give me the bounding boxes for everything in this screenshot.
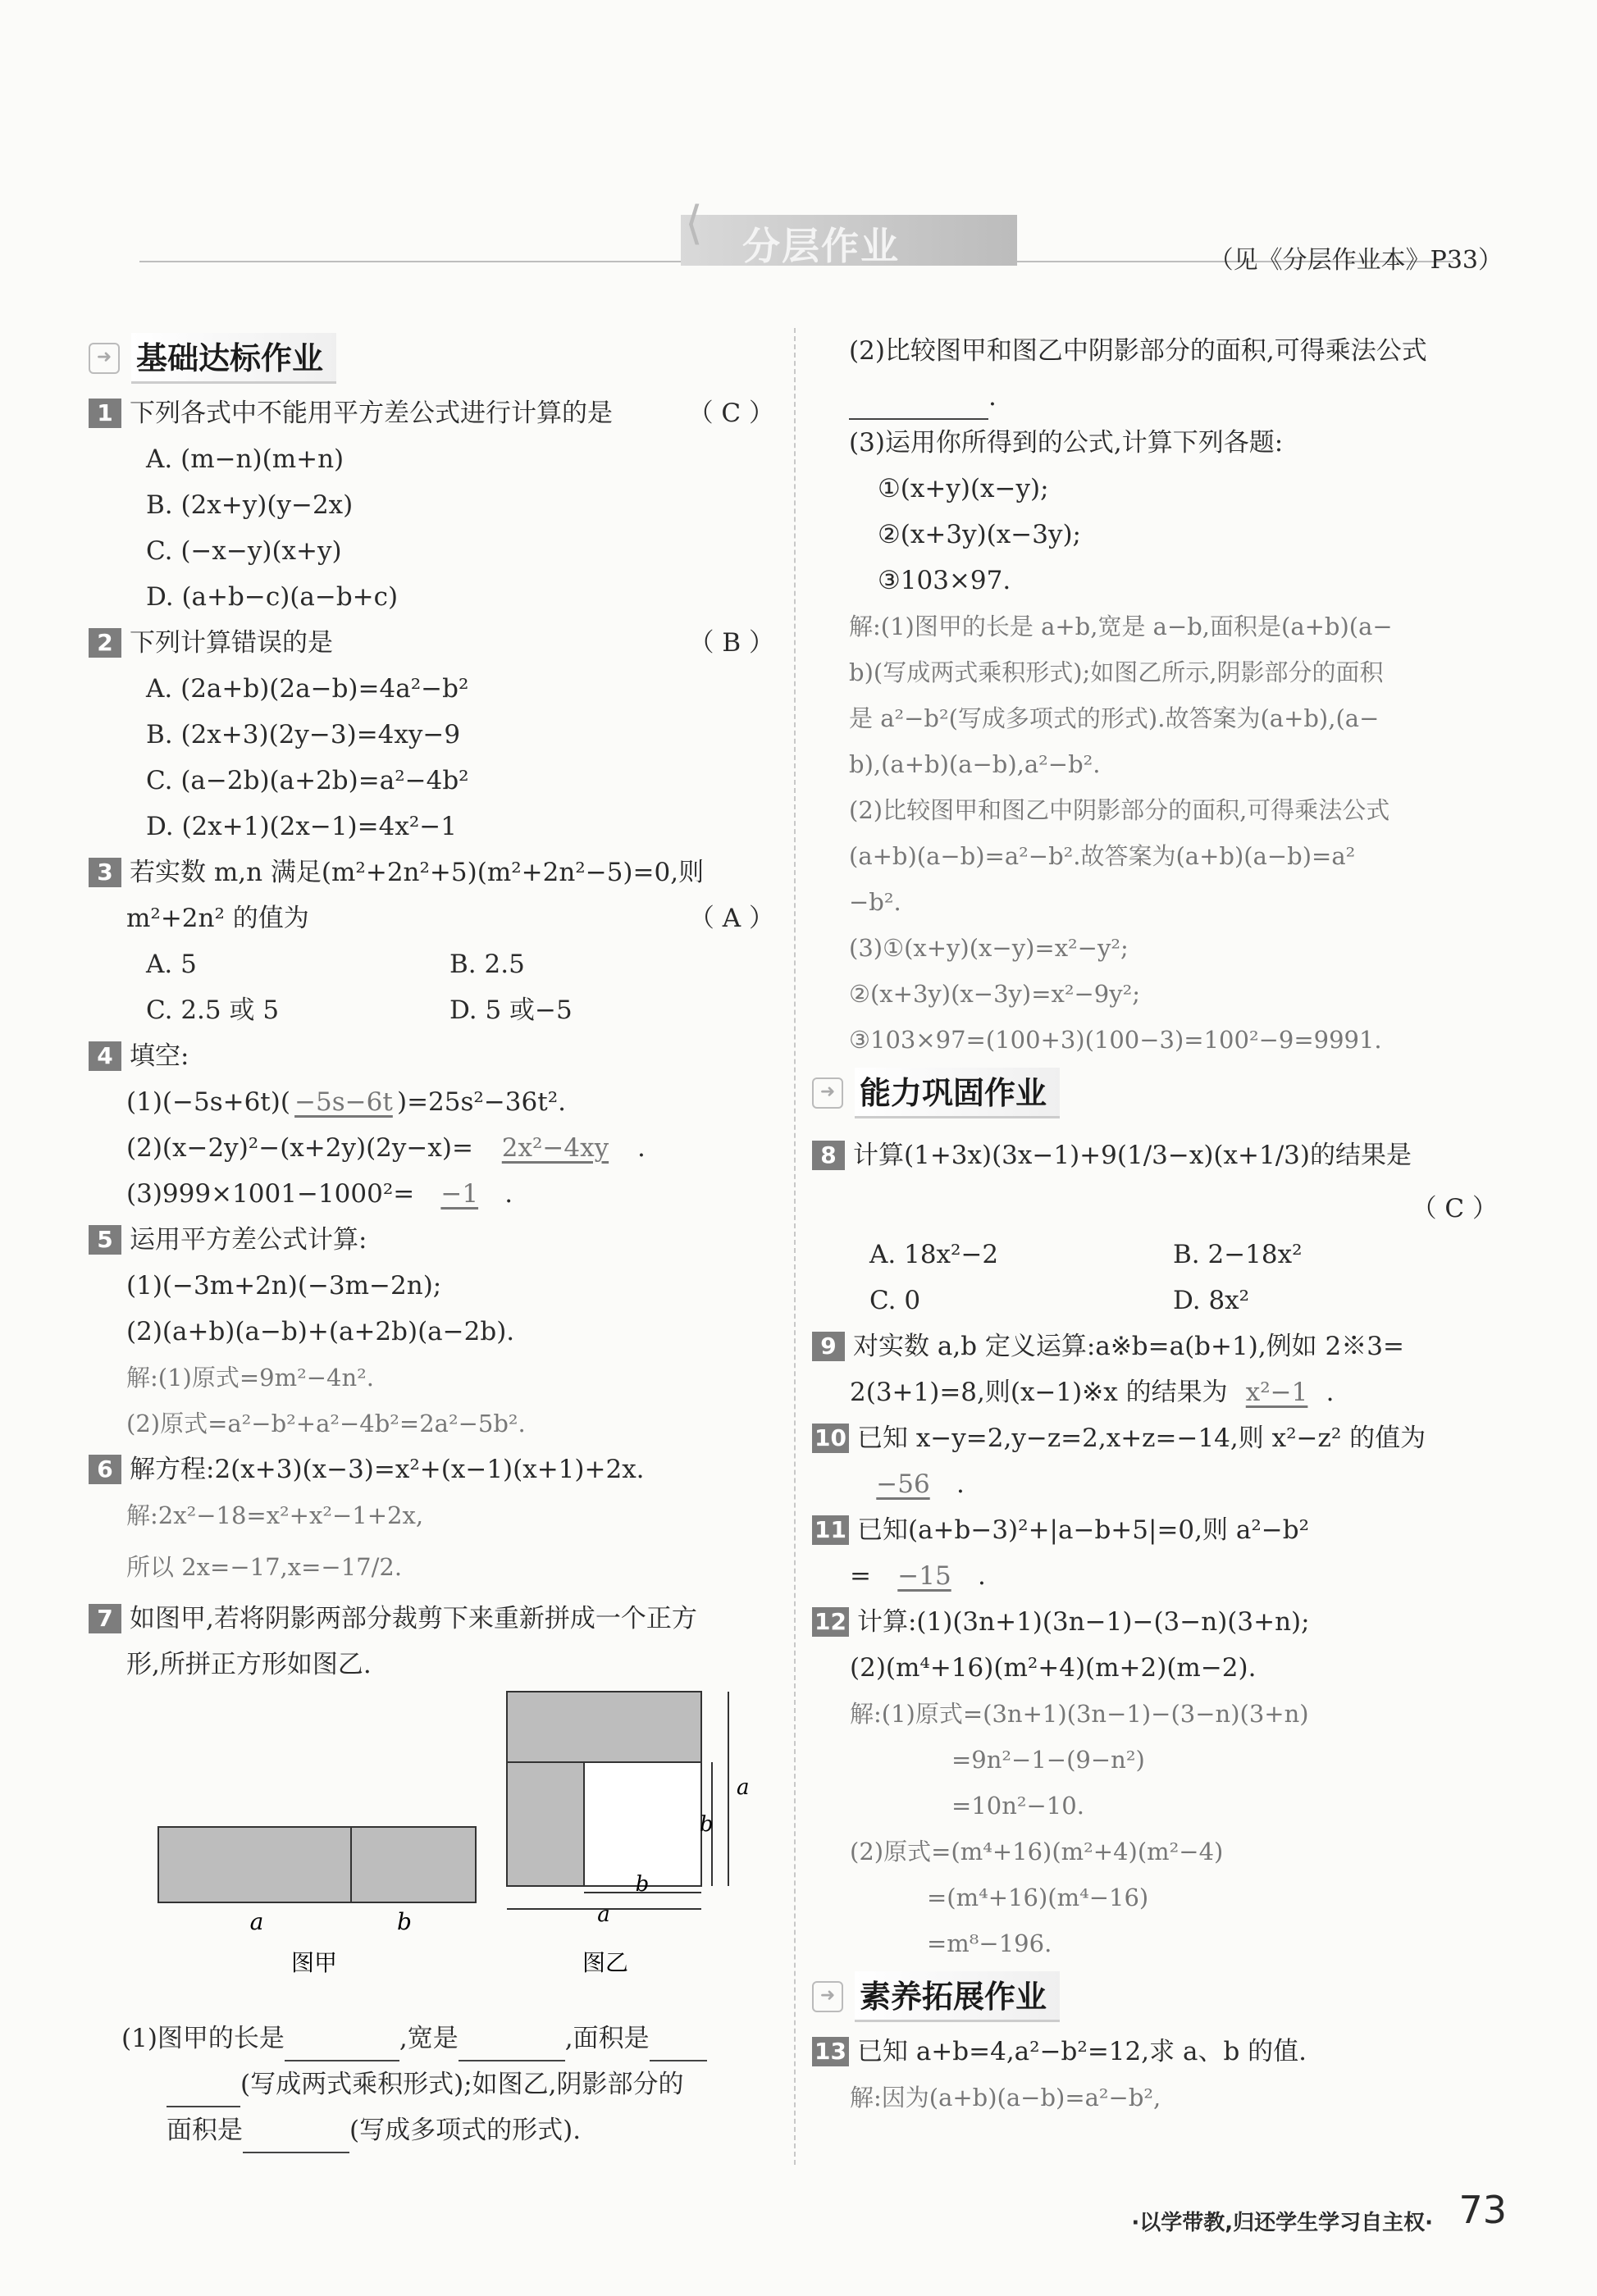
fig1-label-b: b <box>397 1908 412 1935</box>
text: )=25s²−36t². <box>396 1087 566 1117</box>
question-6 <box>89 1446 778 1492</box>
answer-choice: （ B ） <box>688 628 774 658</box>
section-arrow-icon: ➜ <box>89 343 120 374</box>
question-text: 若实数 m,n 满足(m²+2n²+5)(m²+2n²−5)=0,则 <box>130 858 705 887</box>
answer-choice: （ C ） <box>687 399 774 428</box>
question-13 <box>812 2029 1501 2075</box>
fig2-inner <box>584 1762 701 1886</box>
section-title: 基础达标作业 <box>131 333 336 384</box>
question-number: 3 <box>89 858 121 887</box>
fig1-rect-a <box>158 1827 351 1902</box>
option: D. 8x² <box>1173 1286 1250 1315</box>
subquestion: ①(x+y)(x−y); <box>878 474 1049 503</box>
fig2-label-a-bottom: a <box>597 1902 610 1927</box>
options-row <box>89 941 778 987</box>
fig1-label-a: a <box>249 1908 264 1935</box>
question-number: 13 <box>812 2037 849 2066</box>
options-row <box>812 1232 1501 1278</box>
question-text: 计算:(1)(3n+1)(3n−1)−(3−n)(3+n); <box>856 1607 1310 1637</box>
fill-line <box>89 1079 778 1125</box>
question-number: 9 <box>812 1332 845 1361</box>
answer-choice: （ A ） <box>688 904 774 933</box>
question-text: 形,所拼正方形如图乙. <box>126 1650 372 1679</box>
option: B. (2x+3)(2y−3)=4xy−9 <box>146 720 461 749</box>
left-column <box>89 328 778 2153</box>
section-arrow-icon: ➜ <box>812 1981 843 2012</box>
question-8-answer <box>812 1186 1501 1232</box>
filled-answer: 2x²−4xy <box>501 1133 609 1163</box>
option: B. (2x+y)(y−2x) <box>146 490 354 520</box>
q7-part2: (2)比较图甲和图乙中阴影部分的面积,可得乘法公式 <box>849 336 1427 366</box>
q7-part1-cont <box>89 2061 778 2107</box>
solution-line: b),(a+b)(a−b),a²−b². <box>849 750 1101 778</box>
question-1 <box>89 390 778 436</box>
blank <box>459 2035 565 2061</box>
question-text: 填空: <box>130 1041 189 1071</box>
banner-title: 分层作业 <box>742 224 900 268</box>
question-9-cont <box>812 1369 1501 1415</box>
fill-line <box>89 1171 778 1217</box>
page-number: 73 <box>1458 2188 1507 2232</box>
solution-line: ②(x+3y)(x−3y)=x²−9y²; <box>849 980 1141 1008</box>
question-3-cont <box>89 895 778 941</box>
option: D. (a+b−c)(a−b+c) <box>146 582 399 612</box>
q7-part3: (3)运用你所得到的公式,计算下列各题: <box>849 428 1284 458</box>
fig1-rect-b <box>351 1827 476 1902</box>
solution-line: =10n²−10. <box>951 1792 1084 1820</box>
blank <box>243 2127 349 2153</box>
question-text: 已知(a+b−3)²+|a−b+5|=0,则 a²−b² <box>856 1515 1310 1545</box>
banner-emblem-icon: ⟨ <box>685 197 703 250</box>
text: (1)图甲的长是 <box>121 2024 285 2053</box>
fig2-caption: 图乙 <box>582 1949 629 1976</box>
section-title: 素养拓展作业 <box>855 1971 1060 2022</box>
solution-line: 是 a²−b²(写成多项式的形式).故答案为(a+b),(a− <box>849 704 1380 732</box>
question-number: 4 <box>89 1041 121 1071</box>
question-9 <box>812 1323 1501 1369</box>
q7-part1-cont2 <box>89 2107 778 2153</box>
question-number: 5 <box>89 1225 121 1255</box>
question-number: 6 <box>89 1455 121 1484</box>
subquestion: (2)(m⁴+16)(m²+4)(m+2)(m−2). <box>850 1653 1257 1683</box>
section-title: 能力巩固作业 <box>855 1068 1060 1118</box>
answer-choice: （ C ） <box>1411 1194 1498 1223</box>
option: C. 0 <box>869 1286 921 1315</box>
question-text: 已知 x−y=2,y−z=2,x+z=−14,则 x²−z² 的值为 <box>856 1424 1426 1453</box>
text: . <box>956 1469 965 1499</box>
blank <box>167 2081 240 2107</box>
solution-line: =(m⁴+16)(m⁴−16) <box>927 1884 1149 1911</box>
text: 面积是 <box>167 2116 243 2145</box>
question-number: 7 <box>89 1604 121 1633</box>
question-text: 如图甲,若将阴影两部分裁剪下来重新拼成一个正方 <box>130 1604 697 1633</box>
question-number: 2 <box>89 628 121 658</box>
solution-line: =9n²−1−(9−n²) <box>951 1746 1145 1774</box>
solution-line: −b². <box>849 888 901 916</box>
filled-answer: −1 <box>440 1179 479 1209</box>
question-text: 计算(1+3x)(3x−1)+9(1/3−x)(x+1/3)的结果是 <box>853 1141 1412 1170</box>
text: . <box>977 1561 986 1591</box>
figure-svg <box>89 1688 778 2016</box>
question-2 <box>89 620 778 666</box>
solution-line: 所以 2x=−17,x=−17/2. <box>126 1553 403 1581</box>
text: = <box>850 1561 871 1591</box>
figures <box>89 1688 778 2016</box>
text: . <box>637 1133 646 1163</box>
filled-answer: −15 <box>897 1561 951 1591</box>
solution-line: 解:因为(a+b)(a−b)=a²−b², <box>850 2084 1161 2112</box>
option: C. (−x−y)(x+y) <box>146 536 342 566</box>
question-4 <box>89 1033 778 1079</box>
question-8 <box>812 1125 1501 1186</box>
section-basic <box>89 330 778 387</box>
solution-line: b)(写成两式乘积形式);如图乙所示,阴影部分的面积 <box>849 658 1384 686</box>
fig1-caption: 图甲 <box>290 1949 338 1976</box>
question-3 <box>89 850 778 895</box>
question-7 <box>89 1596 778 1642</box>
question-number: 10 <box>812 1424 849 1453</box>
solution-line: 解:(1)图甲的长是 a+b,宽是 a−b,面积是(a+b)(a− <box>849 613 1393 640</box>
options-row <box>812 1278 1501 1323</box>
right-column <box>812 328 1501 2121</box>
option: A. 5 <box>146 950 197 979</box>
text: . <box>504 1179 513 1209</box>
question-5 <box>89 1217 778 1263</box>
question-text: 下列各式中不能用平方差公式进行计算的是 <box>130 399 613 428</box>
option: C. (a−2b)(a+2b)=a²−4b² <box>146 766 469 795</box>
subquestion: ③103×97. <box>878 566 1011 595</box>
solution-line: (2)原式=(m⁴+16)(m²+4)(m²−4) <box>850 1838 1224 1866</box>
filled-answer: x²−1 <box>1245 1378 1308 1407</box>
question-text: 下列计算错误的是 <box>130 628 333 658</box>
section-arrow-icon: ➜ <box>812 1077 843 1109</box>
question-text: 运用平方差公式计算: <box>130 1225 367 1255</box>
filled-answer: −56 <box>876 1469 930 1499</box>
fig2-label-b-side: b <box>700 1812 714 1837</box>
blank <box>650 2035 707 2061</box>
question-10-cont <box>812 1461 1501 1507</box>
option: C. 2.5 或 5 <box>146 995 280 1025</box>
fill-line <box>89 1125 778 1171</box>
options-row <box>89 987 778 1033</box>
option: B. 2−18x² <box>1173 1240 1303 1269</box>
question-number: 8 <box>812 1141 845 1170</box>
text: (写成两式乘积形式);如图乙,阴影部分的 <box>240 2070 684 2099</box>
solution-line: 解:(1)原式=(3n+1)(3n−1)−(3−n)(3+n) <box>850 1700 1309 1728</box>
filled-answer: −5s−6t <box>294 1087 393 1117</box>
text: (3)999×1001−1000²= <box>126 1179 415 1209</box>
option: B. 2.5 <box>449 950 525 979</box>
solution-line: 解:2x²−18=x²+x²−1+2x, <box>126 1501 424 1529</box>
fig2-label-b-bottom: b <box>635 1872 650 1897</box>
question-text: 已知 a+b=4,a²−b²=12,求 a、b 的值. <box>856 2037 1307 2066</box>
subquestion: ②(x+3y)(x−3y); <box>878 520 1081 549</box>
option: D. (2x+1)(2x−1)=4x²−1 <box>146 812 457 841</box>
subquestion: (1)(−3m+2n)(−3m−2n); <box>126 1271 442 1301</box>
question-number: 11 <box>812 1515 849 1545</box>
solution-line: (a+b)(a−b)=a²−b².故答案为(a+b)(a−b)=a² <box>849 842 1356 870</box>
banner-reference: （见《分层作业本》P33） <box>1208 246 1503 275</box>
footer-slogan: ·以学带教,归还学生学习自主权· <box>1131 2211 1433 2235</box>
subquestion: (2)(a+b)(a−b)+(a+2b)(a−2b). <box>126 1317 515 1346</box>
q7-part1 <box>89 2016 778 2061</box>
text: . <box>988 382 997 412</box>
column-divider <box>794 328 796 2165</box>
question-text: 对实数 a,b 定义运算:a※b=a(b+1),例如 2※3= <box>853 1332 1404 1361</box>
solution-line: ③103×97=(100+3)(100−3)=100²−9=9991. <box>849 1026 1382 1054</box>
text: (1)(−5s+6t)( <box>126 1087 290 1117</box>
solution-line: (3)①(x+y)(x−y)=x²−y²; <box>849 934 1129 962</box>
question-12 <box>812 1599 1501 1645</box>
text: (写成多项式的形式). <box>349 2116 582 2145</box>
blank <box>285 2035 399 2061</box>
solution-line: (2)原式=a²−b²+a²−4b²=2a²−5b². <box>126 1410 526 1437</box>
option: A. (m−n)(m+n) <box>146 444 344 474</box>
fig2-label-a-side: a <box>737 1775 750 1800</box>
blank <box>849 394 988 420</box>
question-number: 12 <box>812 1607 849 1637</box>
text: ,宽是 <box>399 2024 459 2053</box>
question-number: 1 <box>89 399 121 428</box>
q7-part2-blank <box>812 374 1501 420</box>
option: A. 18x²−2 <box>869 1240 999 1269</box>
option: D. 5 或−5 <box>449 995 573 1025</box>
text: . <box>1326 1378 1335 1407</box>
section-extension <box>812 1968 1501 2025</box>
question-11-cont <box>812 1553 1501 1599</box>
text: (2)(x−2y)²−(x+2y)(2y−x)= <box>126 1133 473 1163</box>
question-text: m²+2n² 的值为 <box>126 904 309 933</box>
solution-line: (2)比较图甲和图乙中阴影部分的面积,可得乘法公式 <box>849 796 1390 824</box>
solution-line: =m⁸−196. <box>927 1929 1052 1957</box>
section-consolidation <box>812 1064 1501 1122</box>
question-11 <box>812 1507 1501 1553</box>
text: 2(3+1)=8,则(x−1)※x 的结果为 <box>850 1378 1228 1407</box>
question-text: 解方程:2(x+3)(x−3)=x²+(x−1)(x+1)+2x. <box>130 1455 645 1484</box>
question-10 <box>812 1415 1501 1461</box>
option: A. (2a+b)(2a−b)=4a²−b² <box>146 674 469 704</box>
text: ,面积是 <box>564 2024 650 2053</box>
solution-line: 解:(1)原式=9m²−4n². <box>126 1364 374 1392</box>
